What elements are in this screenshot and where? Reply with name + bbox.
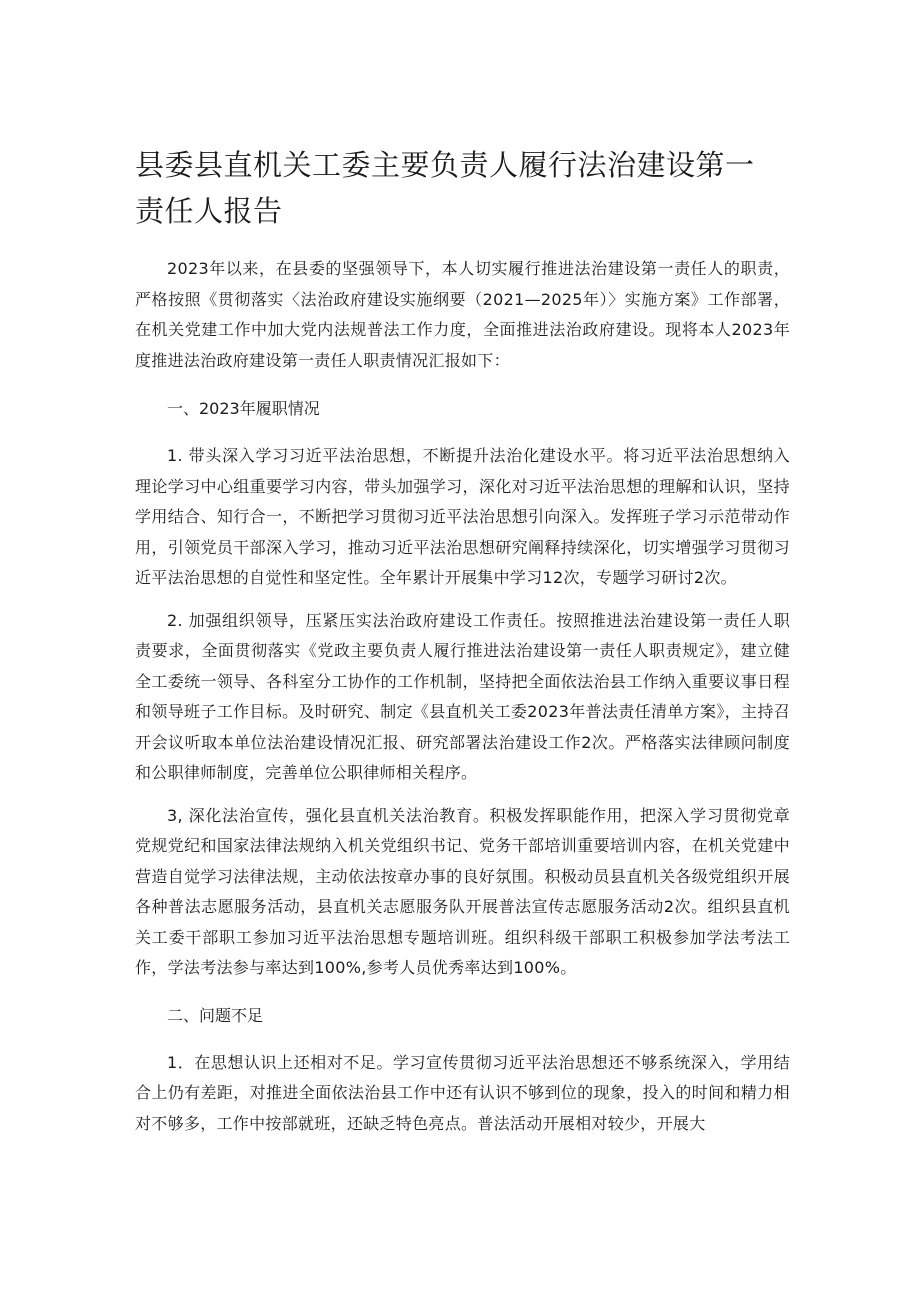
section-1-item-3: 3, 深化法治宣传，强化县直机关法治教育。积极发挥职能作用，把深入学习贯彻党章党规党纪和国家法律法规纳入机关党组织书记、党务干部培训重要培训内容，在机关党建中营造自觉学习法律法规，主动依法按章办事的良好氛围。积极动员县直机关各级党组织开展各种普法志愿服务活动，县直机关志愿服务队开展普法宣传志愿服务活动2次。组织县直机关工委干部职工参加习近平法治思想专题培训班。组织科级干部职工积极参加学法考法工作，学法考法参与率达到100%,参考人员优秀率达到100%。 [135, 805, 790, 977]
document-body [135, 254, 790, 1139]
document-title: 县委县直机关工委主要负责人履行法治建设第一责任人报告 [135, 148, 755, 228]
section-1-heading: 一、2023年履职情况 [167, 399, 320, 418]
section-1-item-1: 1. 带头深入学习习近平法治思想，不断提升法治化建设水平。将习近平法治思想纳入理论学习中心组重要学习内容，带头加强学习，深化对习近平法治思想的理解和认识，坚持学用结合、知行合一，不断把学习贯彻习近平法治思想引向深入。发挥班子学习示范带动作用，引领党员干部深入学习，推动习近平法治思想研究阐释持续深化，切实增强学习贯彻习近平法治思想的自觉性和坚定性。全年累计开展集中学习12次，专题学习研讨2次。 [135, 446, 790, 587]
section-2-item-1: 1．在思想认识上还相对不足。学习宣传贯彻习近平法治思想还不够系统深入，学用结合上仍有差距，对推进全面依法治县工作中还有认识不够到位的现象，投入的时间和精力相对不够多，工作中按部就班，还缺乏特色亮点。普法活动开展相对较少，开展大 [135, 1052, 790, 1133]
intro-paragraph: 2023年以来，在县委的坚强领导下，本人切实履行推进法治建设第一责任人的职责，严格按照《贯彻落实〈法治政府建设实施纲要（2021—2025年）〉实施方案》工作部署，在机关党建工作中加大党内法规普法工作力度，全面推进法治政府建设。现将本人2023年度推进法治政府建设第一责任人职责情况汇报如下： [135, 259, 790, 370]
section-2-heading: 二、问题不足 [167, 1005, 264, 1025]
section-1-item-2: 2. 加强组织领导，压紧压实法治政府建设工作责任。按照推进法治建设第一责任人职责要求，全面贯彻落实《党政主要负责人履行推进法治建设第一责任人职责规定》，建立健全工委统一领导、各科室分工协作的工作机制，坚持把全面依法治县工作纳入重要议事日程和领导班子工作目标。及时研究、制定《县直机关工委2023年普法责任清单方案》，主持召开会议听取本单位法治建设情况汇报、研究部署法治建设工作2次。严格落实法律顾问制度和公职律师制度，完善单位公职律师相关程序。 [135, 610, 790, 782]
